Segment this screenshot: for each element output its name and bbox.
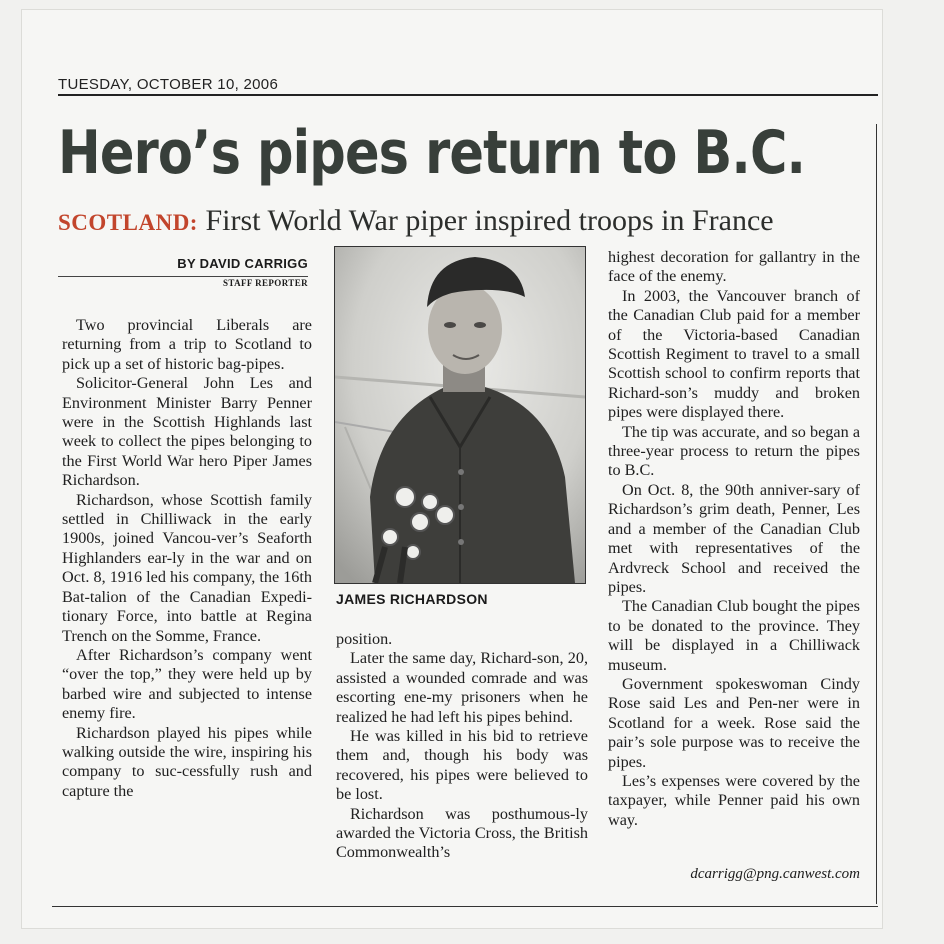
paragraph: The Canadian Club bought the pipes to be donated to the province. They will be displayed in a Chilliwack museum. <box>608 597 860 674</box>
photo-caption: JAMES RICHARDSON <box>336 591 488 607</box>
paragraph: Two provincial Liberals are returning from a trip to Scotland to pick up a set of historic bag-pipes. <box>62 316 312 373</box>
byline: BY DAVID CARRIGG <box>177 256 308 271</box>
paragraph: Government spokeswoman Cindy Rose said Les and Pen-ner were in Scotland for a week. Rose said the pair’s sole purpose was to receive the pipes. <box>608 674 860 771</box>
paragraph: Les’s expenses were covered by the taxpayer, while Penner paid his own way. <box>608 771 860 829</box>
paragraph: He was killed in his bid to retrieve them and, though his body was recovered, his pipes were believed to be lost. <box>336 727 588 804</box>
kicker <box>58 204 774 238</box>
paragraph: Richardson was posthumous-ly awarded the Victoria Cross, the British Commonwealth’s <box>336 804 588 862</box>
photo-james-richardson <box>334 246 586 584</box>
article-column-2 <box>336 630 588 863</box>
right-rule <box>876 124 877 904</box>
paragraph: Richardson played his pipes while walking outside the wire, inspiring his company to suc-cessfully rush and capture the <box>62 723 312 800</box>
paragraph: position. <box>336 630 393 648</box>
paragraph: In 2003, the Vancouver branch of the Canadian Club paid for a member of the Victoria-based Canadian Scottish Regiment to travel to a small Scottish school to confirm reports that Richard-son’s muddy and broken pipes were displayed there. <box>608 286 860 422</box>
deck-headline: First World War piper inspired troops in France <box>205 204 774 237</box>
portrait-image <box>335 247 585 583</box>
author-email: dcarrigg@png.canwest.com <box>690 866 860 882</box>
paragraph: Richardson, whose Scottish family settled in Chilliwack in the early 1900s, joined Vancou-ver’s Seaforth Highlanders ear-ly in the war and on Oct. 8, 1916 led his company, the 16th Bat-talion of the Canadian Expedi-tionary Force, into battle at Regina Trench on the Somme, France. <box>62 490 312 645</box>
date-line: TUESDAY, OCTOBER 10, 2006 <box>58 76 279 93</box>
top-rule <box>58 94 878 96</box>
article-column-1 <box>62 316 312 801</box>
byline-role: STAFF REPORTER <box>222 278 308 288</box>
paragraph: On Oct. 8, the 90th anniver-sary of Richardson’s grim death, Penner, Les and a member of the Canadian Club met with representatives of the Ardvreck School and received the pipes. <box>608 480 860 596</box>
byline-rule <box>58 276 308 277</box>
kicker-label: SCOTLAND: <box>58 210 198 235</box>
paragraph: Solicitor-General John Les and Environment Minister Barry Penner were in the Scottish Highlands last week to collect the pipes belonging to the First World War hero Piper James Richardson. <box>62 374 312 490</box>
bottom-rule <box>52 906 878 907</box>
article-column-3 <box>608 248 860 830</box>
headline: Hero’s pipes return to B.C. <box>58 118 806 188</box>
paragraph: The tip was accurate, and so began a three-year process to return the pipes to B.C. <box>608 422 860 480</box>
paragraph: After Richardson’s company went “over the top,” they were held up by barbed wire and subjected to intense enemy fire. <box>62 645 312 723</box>
paragraph: highest decoration for gallantry in the face of the enemy. <box>608 248 860 286</box>
paragraph: Later the same day, Richard-son, 20, assisted a wounded comrade and was escorting ene-my prisoners when he realized he had left his pipes behind. <box>336 649 588 726</box>
